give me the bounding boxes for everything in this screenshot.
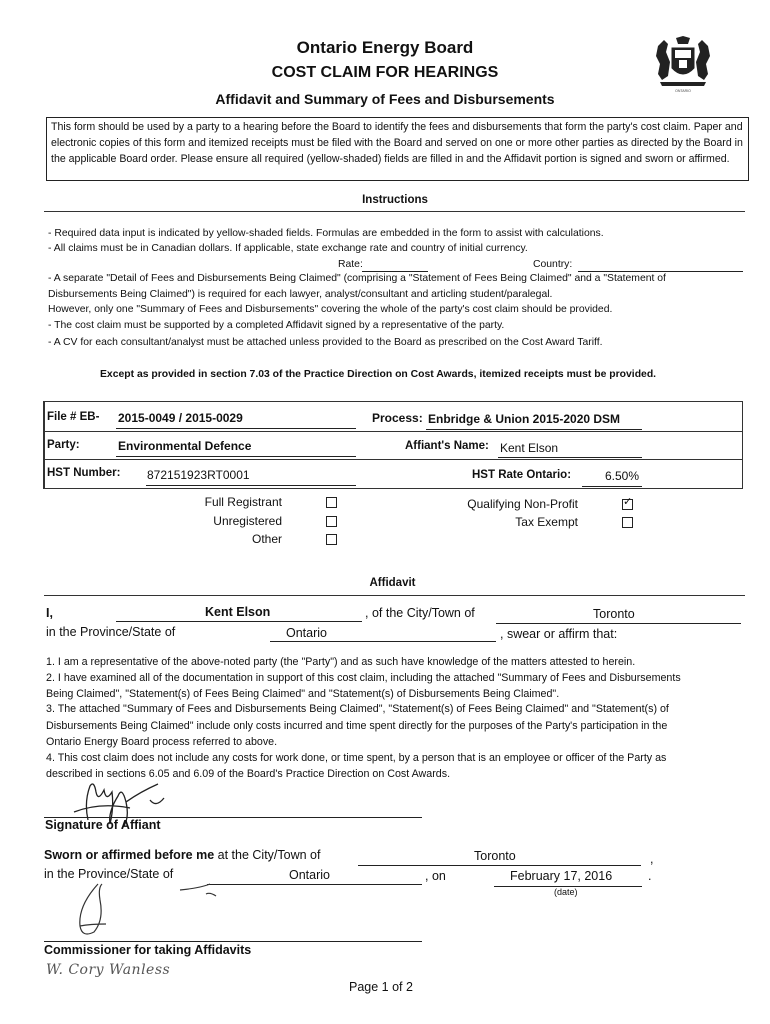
sworn-province-label: in the Province/State of <box>44 867 174 881</box>
city-label: , of the City/Town of <box>365 606 475 620</box>
affidavit-point-3-cont: Disbursements Being Claimed" include only costs incurred and time spent directly for the purposes of the Party's participation in the <box>46 720 668 732</box>
tax-exempt-label: Tax Exempt <box>515 515 578 529</box>
full-registrant-checkbox[interactable] <box>326 497 337 508</box>
affidavit-rule <box>44 595 745 596</box>
hst-label: HST Number: <box>47 467 121 479</box>
affiant-label: Affiant's Name: <box>405 440 489 452</box>
check-icon: ✓ <box>623 496 633 508</box>
full-registrant-label: Full Registrant <box>204 495 282 509</box>
instruction-line: Disbursements Being Claimed") is required for each lawyer, analyst/consultant and articling student/paralegal. <box>48 289 553 300</box>
party-underline <box>116 456 356 457</box>
hst-rate-label: HST Rate Ontario: <box>472 469 572 481</box>
commissioner-name-handwritten: W. Cory Wanless <box>46 962 171 978</box>
i-label: I, <box>46 606 53 620</box>
swear-label: , swear or affirm that: <box>500 627 618 641</box>
date-caption: (date) <box>554 887 578 897</box>
file-label: File # EB- <box>47 411 100 423</box>
intro-text: This form should be used by a party to a hearing before the Board to identify the fees and disbursements that form the party's cost claim. Paper and electronic copies of this form and itemized receipts must be filed with the Board and served on one or more other parties as directed by the Board in the applicable Board order. Please ensure all required (yellow-shaded) fields are filled in and the Affidavit portion is signed and sworn or affirmed. <box>46 117 749 181</box>
file-value[interactable]: 2015-0049 / 2015-0029 <box>118 411 243 425</box>
hst-rate-value[interactable]: 6.50% <box>605 469 640 483</box>
affidavit-point-1: 1. I am a representative of the above-noted party (the "Party") and as such have knowledge of the matters attested to herein. <box>46 656 636 668</box>
instruction-line: - The cost claim must be supported by a completed Affidavit signed by a representative of the party. <box>48 320 505 331</box>
affiant-value[interactable]: Kent Elson <box>500 441 559 455</box>
affidavit-point-4: 4. This cost claim does not include any costs for work done, or time spent, by a person that is an employee or officer of the Party as <box>46 752 667 764</box>
province-underline <box>270 641 496 642</box>
affidavit-point-3-cont2: Ontario Energy Board process referred to above. <box>46 736 278 748</box>
sworn-rest-text: at the City/Town of <box>214 848 321 862</box>
affidavit-point-2-cont: Being Claimed", "Statement(s) of Fees Being Claimed" and "Statement(s) of Disbursements Being Claimed". <box>46 688 560 700</box>
sworn-period: . <box>648 869 652 883</box>
other-checkbox[interactable] <box>326 534 337 545</box>
hst-underline <box>146 485 356 486</box>
form-title: COST CLAIM FOR HEARINGS <box>271 64 499 81</box>
affiant-province[interactable]: Ontario <box>286 626 327 640</box>
sworn-city[interactable]: Toronto <box>474 849 516 863</box>
affidavit-point-3: 3. The attached "Summary of Fees and Disbursements Being Claimed", "Statement(s) of Fees Being Claimed" and "Statement(s) of <box>46 703 669 715</box>
file-underline <box>116 428 356 429</box>
country-label: Country: <box>533 259 573 270</box>
instructions-heading: Instructions <box>362 194 428 206</box>
instruction-line: - All claims must be in Canadian dollars. If applicable, state exchange rate and country of initial currency. <box>48 243 528 254</box>
province-label: in the Province/State of <box>46 625 176 639</box>
page-number: Page 1 of 2 <box>349 980 413 994</box>
affiant-name-underline <box>116 621 362 622</box>
party-label: Party: <box>47 439 80 451</box>
sworn-city-underline <box>358 865 641 866</box>
unregistered-checkbox[interactable] <box>326 516 337 527</box>
non-profit-checkbox[interactable] <box>622 496 633 510</box>
hst-value[interactable]: 872151923RT0001 <box>147 468 250 482</box>
signature-affiant-label: Signature of Affiant <box>45 818 161 832</box>
sworn-statement <box>44 848 321 862</box>
affiant-name[interactable]: Kent Elson <box>205 605 271 619</box>
sworn-bold-text: Sworn or affirmed before me <box>44 848 215 862</box>
process-value[interactable]: Enbridge & Union 2015-2020 DSM <box>428 412 621 426</box>
sworn-comma: , <box>650 852 654 866</box>
sworn-date[interactable]: February 17, 2016 <box>510 869 613 883</box>
commissioner-label: Commissioner for taking Affidavits <box>44 943 252 957</box>
instruction-line: - A separate "Detail of Fees and Disbursements Being Claimed" (comprising a "Statement of Fees Being Claimed" and a "Statement of <box>48 273 666 284</box>
process-underline <box>426 429 642 430</box>
receipts-note: Except as provided in section 7.03 of the Practice Direction on Cost Awards, itemized receipts must be provided. <box>100 369 657 380</box>
sworn-province[interactable]: Ontario <box>289 868 330 882</box>
non-profit-label: Qualifying Non-Profit <box>467 497 578 511</box>
commissioner-signature-line <box>44 941 422 942</box>
affiant-city[interactable]: Toronto <box>593 607 635 621</box>
instruction-line: - Required data input is indicated by yellow-shaded fields. Formulas are embedded in the form to assist with calculations. <box>48 228 604 239</box>
instruction-line: - A CV for each consultant/analyst must be attached unless provided to the Board as prescribed on the Cost Award Tariff. <box>48 337 603 348</box>
affiant-underline <box>498 457 642 458</box>
hst-rate-underline <box>582 486 642 487</box>
affidavit-heading: Affidavit <box>369 577 416 589</box>
affidavit-point-4-cont: described in sections 6.05 and 6.09 of the Board's Practice Direction on Cost Awards. <box>46 768 451 780</box>
instruction-line: However, only one "Summary of Fees and Disbursements" covering the whole of the party's cost claim should be provided. <box>48 304 613 315</box>
process-label: Process: <box>372 411 423 425</box>
other-label: Other <box>251 532 282 546</box>
commissioner-signature[interactable] <box>60 880 240 942</box>
city-underline <box>496 623 741 624</box>
affidavit-point-2: 2. I have examined all of the documentation in support of this cost claim, including the attached "Summary of Fees and Disbursements <box>46 672 681 684</box>
instructions-rule <box>44 211 745 212</box>
unregistered-label: Unregistered <box>213 514 282 528</box>
form-subtitle: Affidavit and Summary of Fees and Disbursements <box>215 91 555 107</box>
on-label: , on <box>425 869 446 883</box>
rate-field[interactable] <box>362 271 428 272</box>
rate-label: Rate: <box>338 259 363 270</box>
country-field[interactable] <box>578 271 743 272</box>
svg-text:ONTARIO: ONTARIO <box>675 89 691 93</box>
org-title: Ontario Energy Board <box>296 38 474 57</box>
tax-exempt-checkbox[interactable] <box>622 517 633 528</box>
party-value[interactable]: Environmental Defence <box>118 439 252 453</box>
